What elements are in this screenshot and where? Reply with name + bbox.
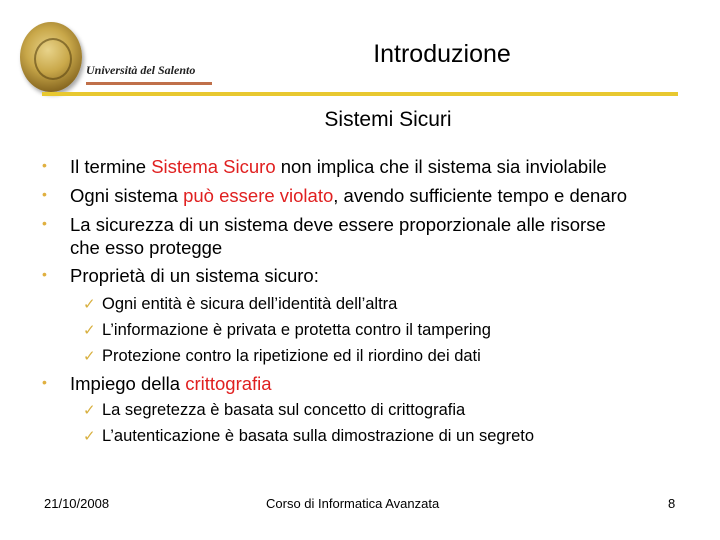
checkmark-icon: ✓: [83, 296, 96, 313]
sub-item: La segretezza è basata sul concetto di crittografia: [102, 401, 466, 419]
university-name: Università del Salento: [86, 63, 196, 77]
bullet-icon: •: [42, 215, 47, 231]
header-divider: [42, 92, 678, 96]
highlight-text: crittografia: [185, 373, 272, 394]
sub-item: L’autenticazione è basata sulla dimostrazione di un segreto: [102, 427, 535, 445]
footer-page-number: 8: [668, 496, 676, 511]
text: non implica che il sistema sia inviolabile: [275, 156, 607, 177]
slide-subtitle: Sistemi Sicuri: [324, 108, 452, 131]
text: Impiego della: [70, 373, 186, 394]
text: Ogni sistema: [70, 185, 184, 206]
highlight-text: può essere violato: [183, 185, 334, 206]
sub-item: Ogni entità è sicura dell’identità dell’altra: [102, 295, 398, 313]
bullet-icon: •: [42, 157, 47, 173]
bullet-item: [70, 213, 606, 259]
bullet-icon: •: [42, 186, 47, 202]
text: che esso protegge: [70, 237, 223, 258]
checkmark-icon: ✓: [83, 348, 96, 365]
checkmark-icon: ✓: [83, 402, 96, 419]
bullet-item: [70, 372, 272, 395]
footer-course: Corso di Informatica Avanzata: [266, 496, 440, 511]
sub-item: L’informazione è privata e protetta contro il tampering: [102, 321, 491, 339]
bullet-icon: •: [42, 374, 47, 390]
checkmark-icon: ✓: [83, 428, 96, 445]
text: Il termine: [70, 156, 152, 177]
footer-date: 21/10/2008: [44, 496, 110, 511]
sub-item: Protezione contro la ripetizione ed il riordino dei dati: [102, 347, 481, 365]
bullet-item: [70, 264, 319, 287]
text: Proprietà di un sistema sicuro:: [70, 265, 319, 286]
bullet-item: [70, 184, 627, 207]
checkmark-icon: ✓: [83, 322, 96, 339]
bullet-icon: •: [42, 266, 47, 282]
text: , avendo sufficiente tempo e denaro: [333, 185, 628, 206]
university-seal-logo: [20, 22, 82, 92]
highlight-text: Sistema Sicuro: [151, 156, 276, 177]
slide-title: Introduzione: [373, 40, 511, 68]
logo-underline: [86, 82, 212, 85]
text: La sicurezza di un sistema deve essere proporzionale alle risorse: [70, 214, 606, 235]
bullet-item: [70, 155, 607, 178]
